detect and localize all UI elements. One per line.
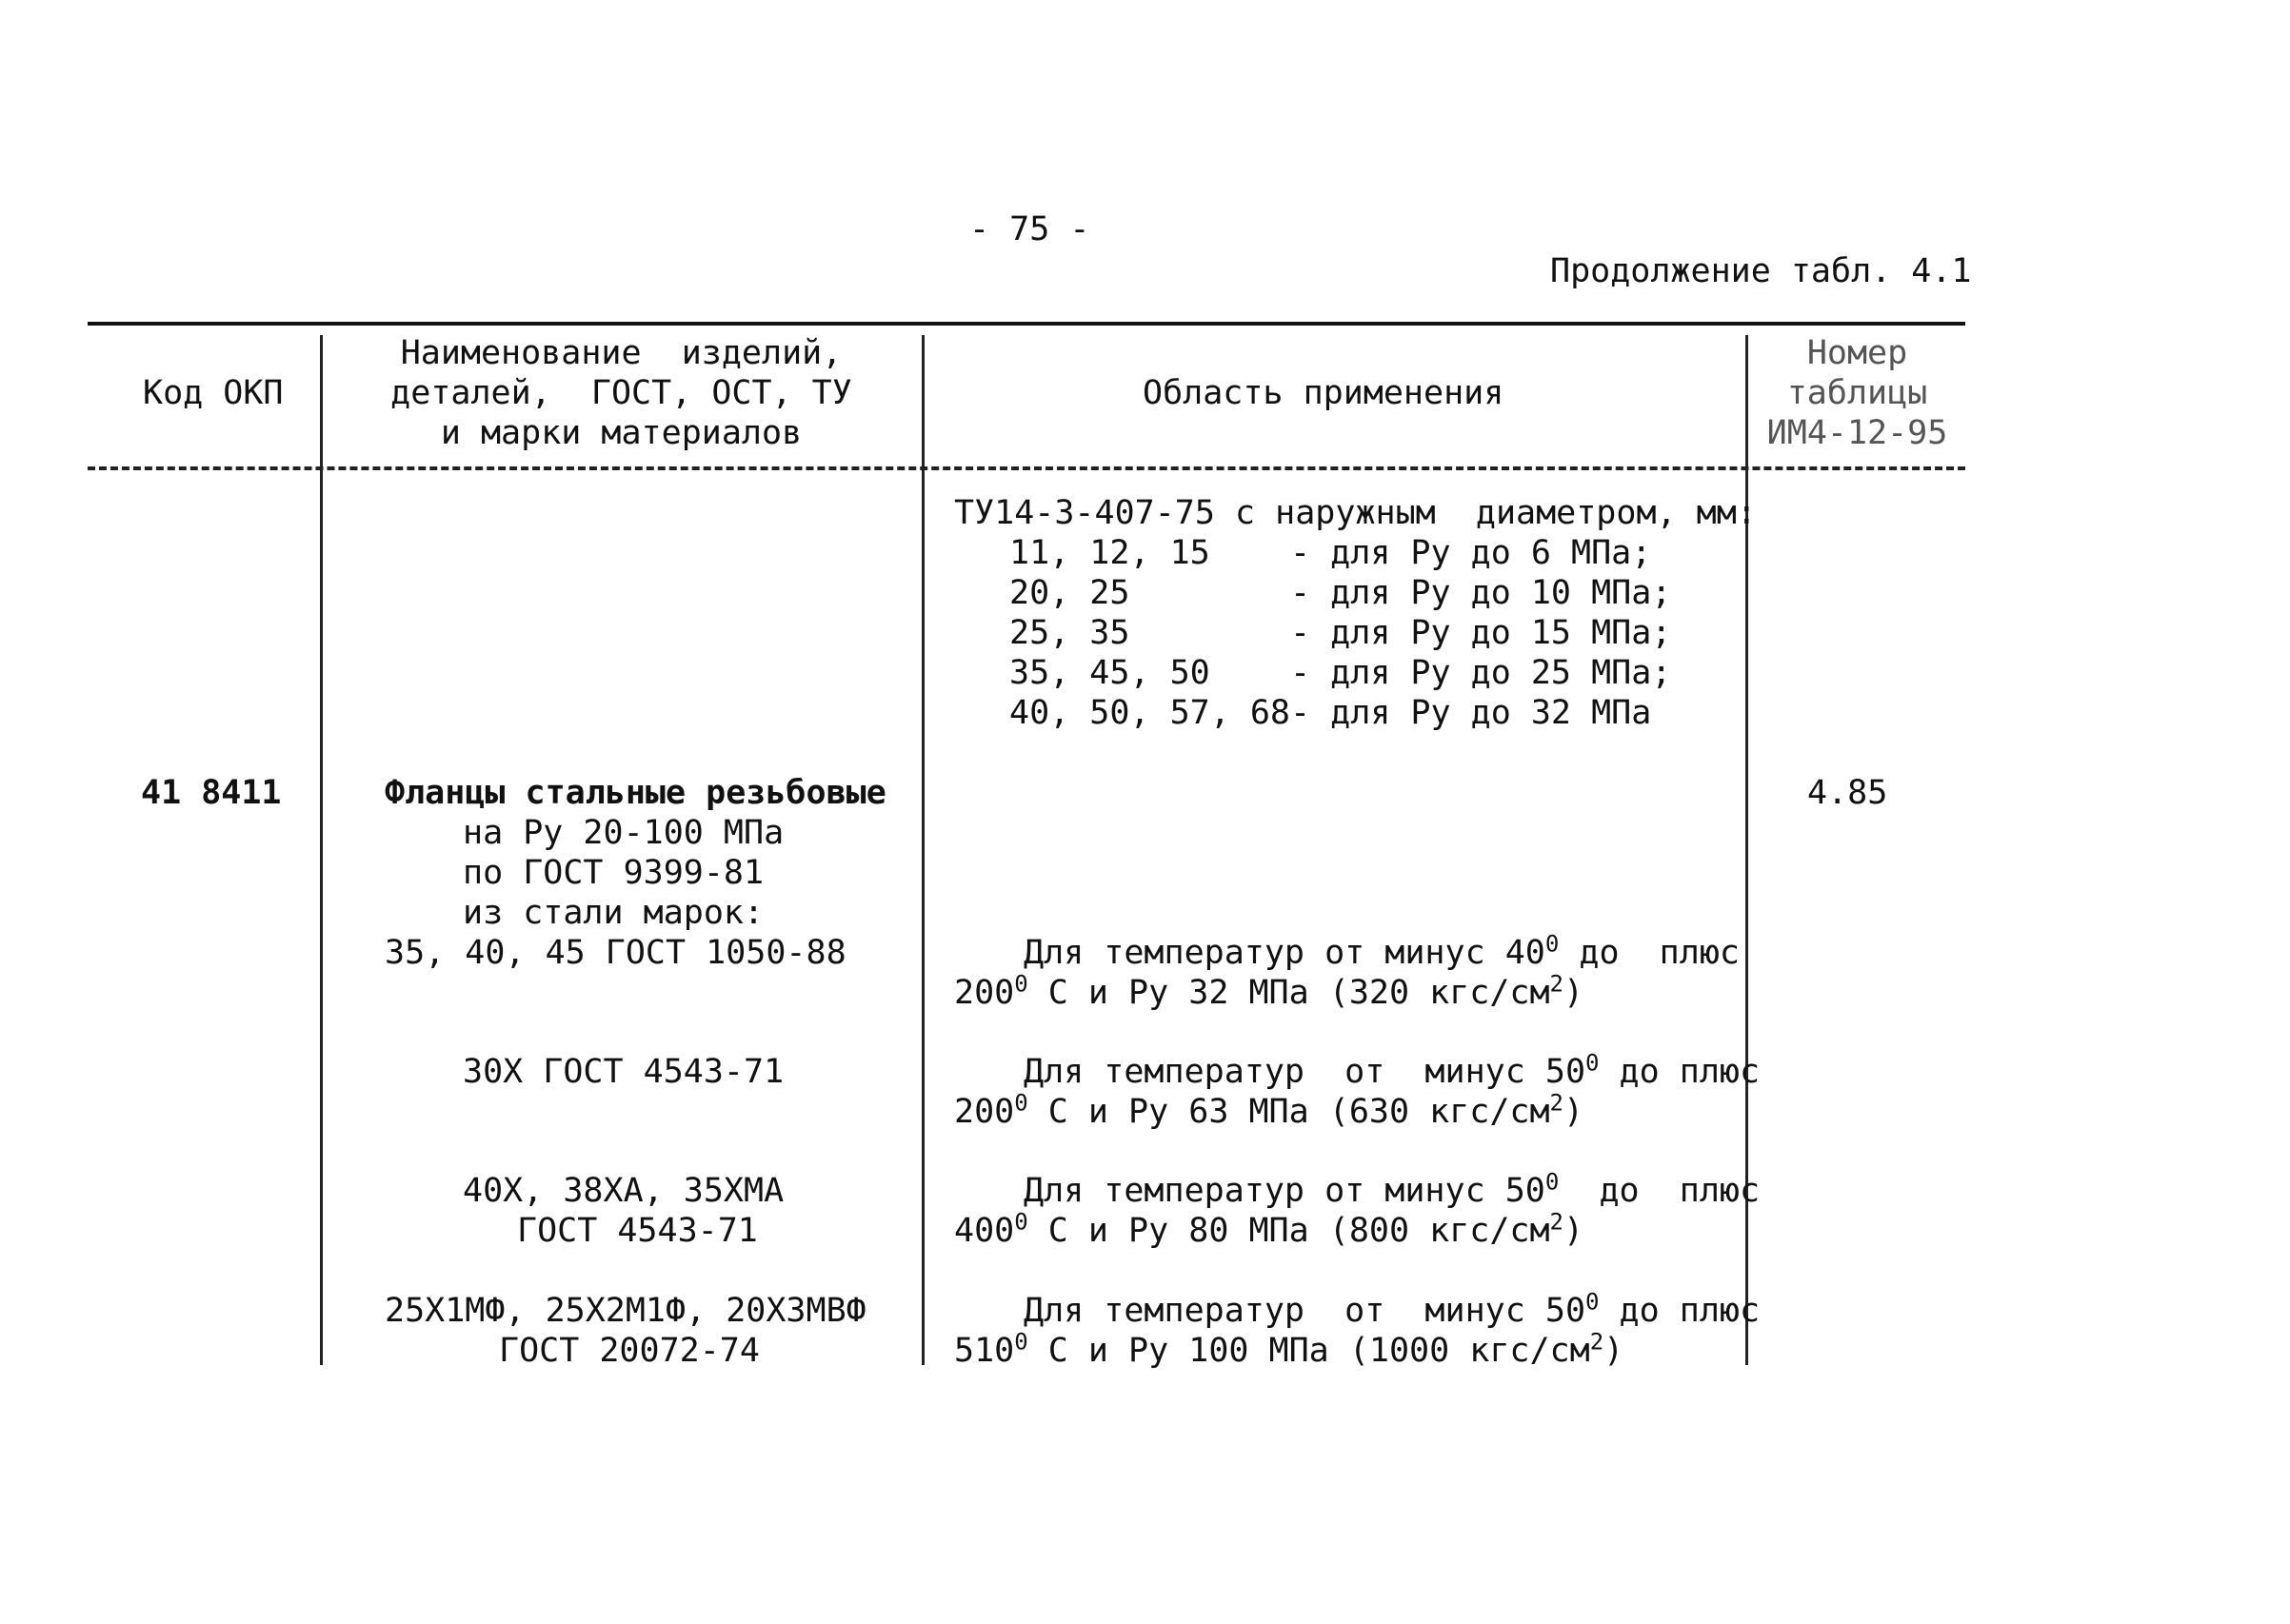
header-scope: Область применения xyxy=(1143,374,1504,412)
temp-lead: Для температур от минус 50 xyxy=(1024,1292,1586,1330)
temp-value: 200 xyxy=(954,974,1015,1012)
pressure-text: С и Ру 63 МПа (630 кгс/см xyxy=(1027,1093,1550,1131)
tu-pressure: - для Ру до 10 МПа; xyxy=(1290,574,1672,612)
temp-tail: до плюс xyxy=(1599,1053,1761,1091)
header-name xyxy=(324,333,919,453)
material-steel-grades: 40Х, 38ХА, 35ХМА xyxy=(463,1172,785,1210)
degree-mark: 0 xyxy=(1014,1208,1028,1236)
material-temperature-line-1 xyxy=(1024,1049,1761,1092)
temp-tail: до плюс xyxy=(1559,1172,1761,1210)
square-mark: 2 xyxy=(1549,970,1563,998)
square-mark: 2 xyxy=(1589,1328,1604,1356)
material-steel-grades: 30Х ГОСТ 4543-71 xyxy=(463,1053,785,1091)
item-name-line-3: по ГОСТ 9399-81 xyxy=(463,854,765,892)
temp-value: 200 xyxy=(954,1093,1015,1131)
header-table-line-3: ИМ4-12-95 xyxy=(1766,414,1948,452)
item-name-line-2: на Ру 20-100 МПа xyxy=(463,814,785,852)
material-temperature-line-2 xyxy=(954,1328,1624,1371)
pressure-text: С и Ру 32 МПа (320 кгс/см xyxy=(1027,974,1550,1012)
material-temperature-line-1 xyxy=(1024,1168,1761,1211)
material-steel-grades: 35, 40, 45 ГОСТ 1050-88 xyxy=(385,934,846,972)
degree-mark: 0 xyxy=(1585,1049,1600,1077)
continuation-label: Продолжение табл. 4.1 xyxy=(1550,252,1972,290)
tu-diameter: 11, 12, 15 xyxy=(1009,534,1210,572)
degree-mark: 0 xyxy=(1014,1089,1028,1117)
item-name-line-4: из стали марок: xyxy=(463,894,765,932)
temp-tail: до плюс xyxy=(1599,1292,1761,1330)
temp-lead: Для температур от минус 50 xyxy=(1024,1053,1586,1091)
tu-spec-title: ТУ14-3-407-75 с наружным диаметром, мм: xyxy=(954,494,1757,532)
table-top-rule xyxy=(88,322,1965,326)
tu-diameter: 25, 35 xyxy=(1009,614,1130,652)
header-code: Код ОКП xyxy=(143,374,284,412)
closing-paren: ) xyxy=(1563,1212,1584,1250)
closing-paren: ) xyxy=(1563,1093,1584,1131)
closing-paren: ) xyxy=(1603,1332,1624,1370)
material-temperature-line-1 xyxy=(1024,930,1740,973)
temp-lead: Для температур от минус 50 xyxy=(1024,1172,1545,1210)
material-steel-grades: 25Х1МФ, 25Х2М1Ф, 20Х3МВФ xyxy=(385,1292,866,1330)
square-mark: 2 xyxy=(1549,1089,1563,1117)
header-separator xyxy=(88,466,1965,470)
header-name-line-3: и марки материалов xyxy=(440,414,803,452)
item-code: 41 8411 xyxy=(141,774,282,812)
tu-pressure: - для Ру до 25 МПа; xyxy=(1290,654,1672,692)
tu-diameter: 35, 45, 50 xyxy=(1009,654,1210,692)
item-name-line-1: Фланцы стальные резьбовые xyxy=(385,774,886,812)
material-steel-standard: ГОСТ 4543-71 xyxy=(517,1212,758,1250)
pressure-text: С и Ру 80 МПа (800 кгс/см xyxy=(1027,1212,1550,1250)
tu-pressure: - для Ру до 15 МПа; xyxy=(1290,614,1672,652)
tu-pressure: - для Ру до 32 МПа xyxy=(1290,694,1652,732)
material-temperature-line-2 xyxy=(954,970,1584,1013)
temp-tail: до плюс xyxy=(1559,934,1740,972)
pressure-text: С и Ру 100 МПа (1000 кгс/см xyxy=(1027,1332,1590,1370)
column-divider-2 xyxy=(922,335,925,1365)
page-number: - 75 - xyxy=(969,210,1090,248)
header-table-number xyxy=(1750,333,1964,453)
material-temperature-line-2 xyxy=(954,1208,1584,1251)
tu-diameter: 40, 50, 57, 68 xyxy=(1009,694,1291,732)
header-name-line-1: Наименование изделий, xyxy=(400,334,843,372)
item-table-number: 4.85 xyxy=(1807,774,1888,812)
temp-value: 400 xyxy=(954,1212,1015,1250)
degree-mark: 0 xyxy=(1544,930,1560,958)
material-temperature-line-2 xyxy=(954,1089,1584,1132)
degree-mark: 0 xyxy=(1544,1168,1560,1196)
tu-pressure: - для Ру до 6 МПа; xyxy=(1290,534,1652,572)
degree-mark: 0 xyxy=(1585,1288,1600,1316)
column-divider-1 xyxy=(320,335,323,1365)
degree-mark: 0 xyxy=(1014,1328,1028,1356)
temp-lead: Для температур от минус 40 xyxy=(1024,934,1545,972)
header-name-line-2: деталей, ГОСТ, ОСТ, ТУ xyxy=(390,374,852,412)
square-mark: 2 xyxy=(1549,1208,1563,1236)
material-temperature-line-1 xyxy=(1024,1288,1761,1331)
header-table-line-2: таблицы xyxy=(1786,374,1928,412)
material-steel-standard: ГОСТ 20072-74 xyxy=(499,1332,760,1370)
temp-value: 510 xyxy=(954,1332,1015,1370)
closing-paren: ) xyxy=(1563,974,1584,1012)
header-table-line-1: Номер xyxy=(1806,334,1908,372)
degree-mark: 0 xyxy=(1014,970,1028,998)
tu-diameter: 20, 25 xyxy=(1009,574,1130,612)
